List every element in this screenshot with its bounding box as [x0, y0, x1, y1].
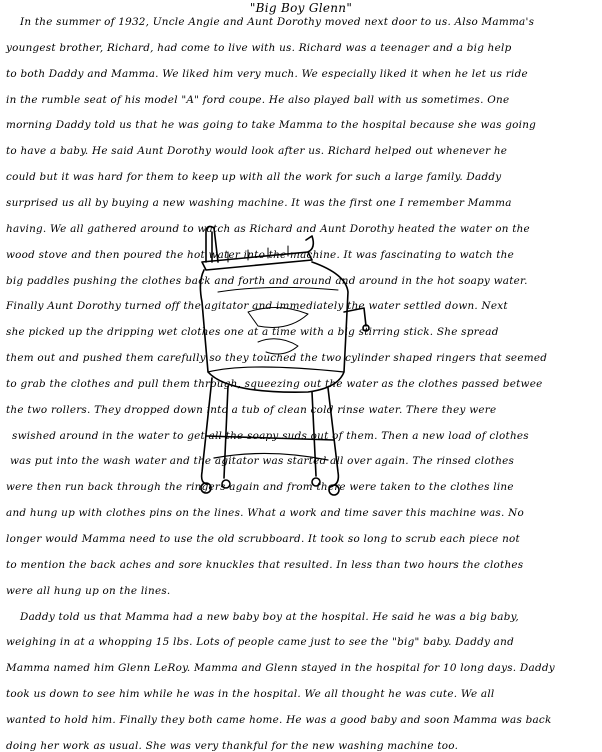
- text-line: swished around in the water to get all the soapy suds out of them. Then a new load of clothes: [12, 429, 529, 442]
- text-line: Finally Aunt Dorothy turned off the agitator and immediately the water settled down. Next: [6, 300, 508, 313]
- text-line: youngest brother, Richard, had come to live with us. Richard was a teenager and a big help: [6, 41, 512, 54]
- text-line: in the rumble seat of his model "A" ford coupe. He also played ball with us sometimes. One: [6, 93, 510, 106]
- text-line: longer would Mamma need to use the old scrubboard. It took so long to scrub each piece not: [6, 533, 520, 545]
- washing-machine-sketch: [188, 222, 388, 522]
- text-line: morning Daddy told us that he was going to take Mamma to the hospital because she was going: [6, 119, 537, 132]
- text-line: the two rollers. They dropped down into a tub of clean cold rinse water. There they were: [6, 403, 497, 416]
- text-line: In the summer of 1932, Uncle Angie and Aunt Dorothy moved next door to us. Also Mamma's: [20, 16, 535, 28]
- text-line: having. We all gathered around to watch as Richard and Aunt Dorothy heated the water on the: [6, 222, 530, 235]
- text-line: weighing in at a whopping 15 lbs. Lots of people came just to see the "big" baby. Daddy and: [6, 636, 514, 649]
- text-line: them out and pushed them carefully so they touched the two cylinder shaped ringers that seemed: [6, 352, 548, 365]
- text-line: could but it was hard for them to keep up with all the work for such a large family. Daddy: [6, 171, 502, 184]
- text-line: big paddles pushing the clothes back and forth and around and around in the hot soapy water.: [6, 274, 528, 287]
- text-line: she picked up the dripping wet clothes one at a time with a big stirring stick. She spread: [6, 326, 499, 339]
- text-line: were all hung up on the lines.: [6, 584, 171, 597]
- text-line: to grab the clothes and pull them through, squeezing out the water as the clothes passed betwee: [6, 377, 543, 390]
- text-line: to have a baby. He said Aunt Dorothy would look after us. Richard helped out whenever he: [6, 145, 508, 158]
- text-line: and hung up with clothes pins on the lines. What a work and time saver this machine was. No: [6, 507, 524, 520]
- text-line: to both Daddy and Mamma. We liked him very much. We especially liked it when he let us ride: [6, 67, 528, 80]
- text-line: to mention the back aches and sore knuckles that resulted. In less than two hours the clothes: [6, 558, 524, 571]
- story-title: "Big Boy Glenn": [249, 1, 353, 15]
- text-line: took us down to see him while he was in the hospital. We all thought he was cute. We all: [6, 688, 495, 701]
- text-line: was put into the wash water and the agitator was started all over again. The rinsed clothes: [10, 455, 515, 468]
- text-line: wanted to hold him. Finally they both came home. He was a good baby and soon Mamma was back: [6, 713, 552, 726]
- text-line: were then run back through the ringers again and from there were taken to the clothes line: [6, 481, 514, 494]
- text-line: Mamma named him Glenn LeRoy. Mamma and Glenn stayed in the hospital for 10 long days. Daddy: [6, 662, 555, 675]
- text-line: surprised us all by buying a new washing machine. It was the first one I remember Mamma: [6, 196, 512, 209]
- text-line: wood stove and then poured the hot water into the machine. It was fascinating to watch the: [6, 248, 514, 261]
- text-line: doing her work as usual. She was very thankful for the new washing machine too.: [6, 739, 459, 752]
- text-line: Daddy told us that Mamma had a new baby boy at the hospital. He said he was a big baby,: [20, 610, 519, 623]
